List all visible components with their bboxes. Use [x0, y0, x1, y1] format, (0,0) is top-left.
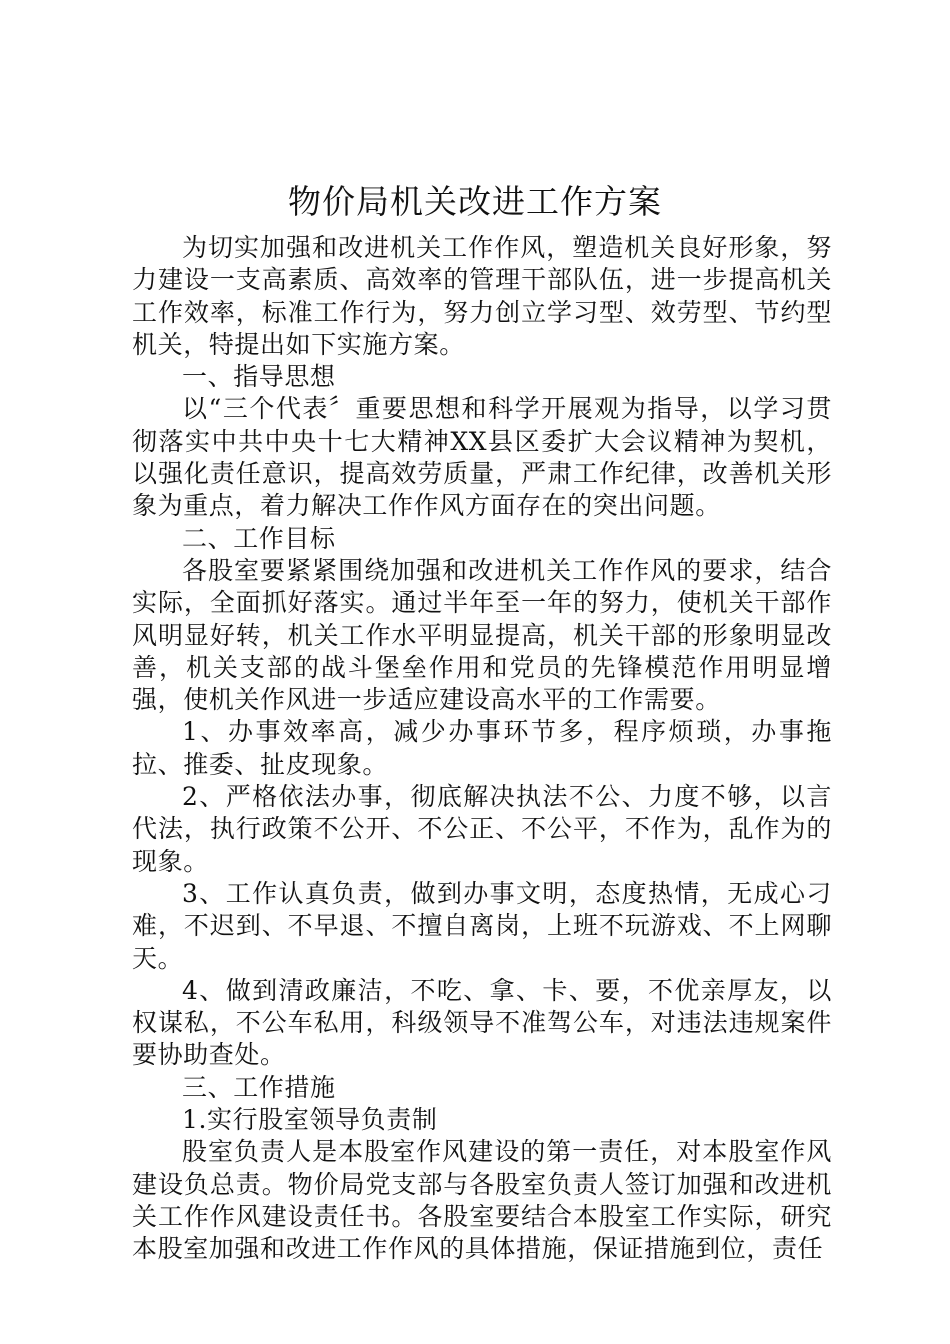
section-2-heading: 二、工作目标	[182, 523, 336, 553]
document-body	[132, 232, 832, 1266]
section-1-paragraph: 以“三个代表〞重要思想和科学开展观为指导，以学习贯彻落实中共中央十七大精神XX县区委扩大会议精神为契机，以强化责任意识，提高效劳质量，严肃工作纪律，改善机关形象为重点，着力解决工作作风方面存在的突出问题。	[132, 394, 832, 521]
section-2-paragraph: 各股室要紧紧围绕加强和改进机关工作作风的要求，结合实际，全面抓好落实。通过半年至一年的努力，使机关干部作风明显好转，机关工作水平明显提高，机关干部的形象明显改善，机关支部的战斗堡垒作用和党员的先锋模范作用明显增强，使机关作风进一步适应建设高水平的工作需要。	[132, 555, 832, 715]
goal-item-2: 2、严格依法办事，彻底解决执法不公、力度不够，以言代法，执行政策不公开、不公正、不公平，不作为，乱作为的现象。	[132, 782, 832, 876]
section-3-paragraph: 股室负责人是本股室作风建设的第一责任，对本股室作风建设负总责。物价局党支部与各股室负责人签订加强和改进机关工作作风建设责任书。各股室要结合本股室工作实际，研究本股室加强和改进工作作风的具体措施，保证措施到位，责任	[132, 1137, 832, 1264]
section-1-heading: 一、指导思想	[182, 362, 336, 392]
goal-item-3: 3、工作认真负责，做到办事文明，态度热情，无成心刁难，不迟到、不早退、不擅自离岗，上班不玩游戏、不上网聊天。	[132, 878, 832, 973]
goal-item-4: 4、做到清政廉洁，不吃、拿、卡、要，不优亲厚友，以权谋私，不公车私用，科级领导不准驾公车，对违法违规案件要协助查处。	[132, 975, 832, 1070]
document-title: 物价局机关改进工作方案	[288, 182, 662, 221]
goal-item-1: 1、办事效率高，减少办事环节多，程序烦琐，办事拖拉、推委、扯皮现象。	[132, 717, 832, 779]
intro-paragraph: 为切实加强和改进机关工作作风，塑造机关良好形象，努力建设一支高素质、高效率的管理干部队伍，进一步提高机关工作效率，标准工作行为，努力创立学习型、效劳型、节约型机关，特提出如下实施方案。	[132, 233, 832, 359]
section-3-heading: 三、工作措施	[182, 1072, 336, 1102]
section-3-subheading: 1.实行股室领导负责制	[182, 1105, 438, 1135]
